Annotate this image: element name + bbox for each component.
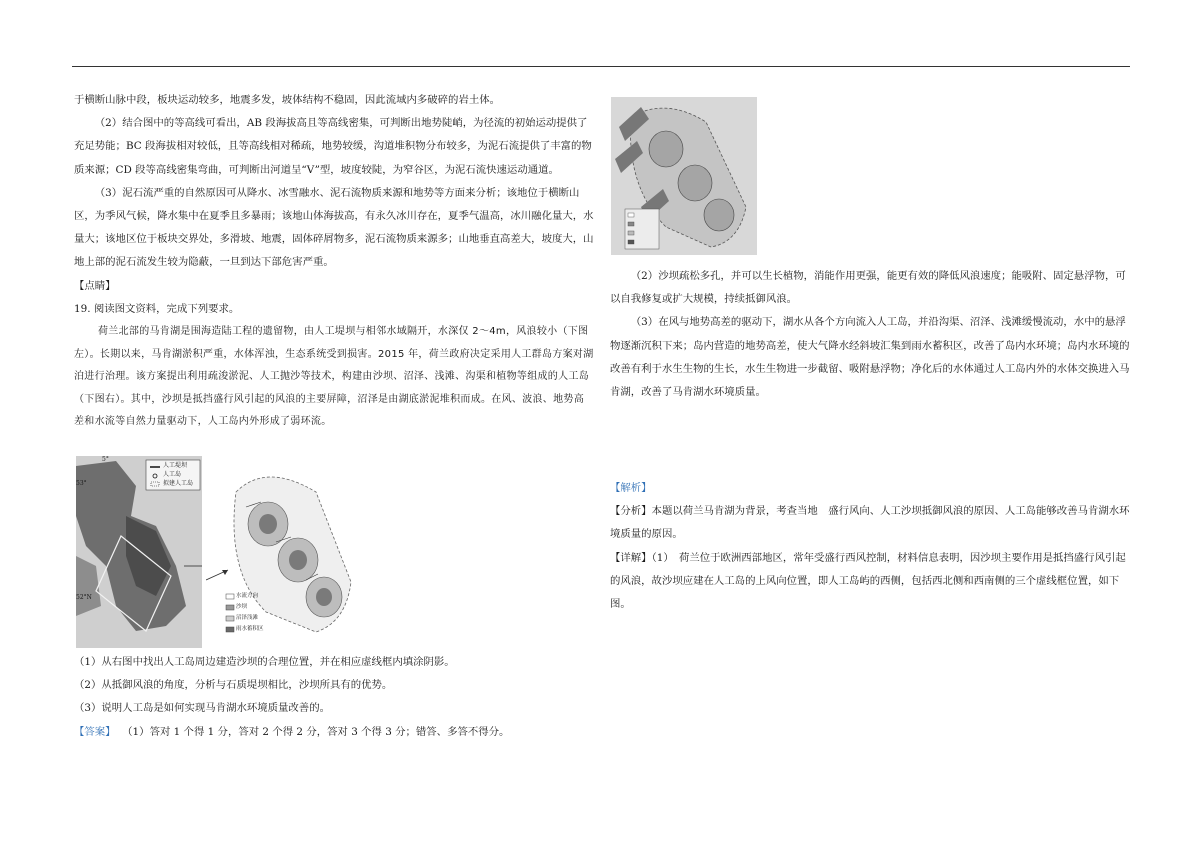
map-lon: 5° bbox=[102, 456, 109, 463]
right-answer-q2: （2）沙坝疏松多孔，并可以生长植物，消能作用更强，能更有效的降低风浪速度；能吸附、固定悬浮物，可以自我修复或扩大规模，持续抵御风浪。 bbox=[610, 270, 1126, 306]
island-plan-figure bbox=[206, 462, 358, 652]
left-para-3: （3）泥石流严重的自然原因可从降水、冰雪融水、泥石流物质来源和地势等方面来分析；该地位于横断山区，为季风气候，降水集中在夏季且多暴雨；该地山体海拔高，有永久冰川存在，夏季气温高，冰川融化量大，水量大；该地区位于板块交界处，多滑坡、地震，固体碎屑物多，泥石流物质来源多；山地垂直高差大，坡度大，山地上部的泥石流发生较为隐蔽，一旦到达下部危害严重。 bbox=[74, 186, 594, 269]
question-19-1: （1）从右图中找出人工岛周边建造沙坝的合理位置，并在相应虚线框内填涂阴影。 bbox=[74, 656, 455, 668]
answer-text: （1）答对 1 个得 1 分，答对 2 个得 2 分，答对 3 个得 3 分；错答、多答不得分。 bbox=[122, 725, 510, 738]
answer-island-figure bbox=[611, 97, 757, 255]
island-legend-item-2: 沙坝 bbox=[236, 604, 248, 610]
fenxi-text: 【分析】本题以荷兰马肯湖为背景，考查当地 盛行风向、人工沙坝抵御风浪的原因、人工岛能够改善马肯湖水环境质量的原因。 bbox=[610, 505, 1130, 541]
island-legend-item-3: 沼泽浅滩 bbox=[236, 615, 259, 621]
left-para-2: （2）结合图中的等高线可看出，AB 段海拔高且等高线密集，可判断出地势陡峭，为径流的初始运动提供了充足势能；BC 段海拔相对较低，且等高线相对稀疏，地势较缓，沟道堆积物分布较多，为泥石流提供了丰富的物质来源；CD 段等高线密集弯曲，可判断出河道呈“V”型，坡度较陡，为窄谷区，为泥石流快速运动通道。 bbox=[74, 117, 592, 176]
left-para-1: 于横断山脉中段，板块运动较多，地震多发，坡体结构不稳固，因此流域内多破碎的岩土体。 bbox=[74, 94, 501, 106]
map-lat-bottom: 52°N bbox=[76, 594, 92, 601]
right-column bbox=[610, 265, 1130, 404]
dianjing-label: 【点睛】 bbox=[74, 279, 116, 292]
island-legend-item-4: 雨水蓄积区 bbox=[236, 626, 264, 632]
left-column bbox=[74, 89, 594, 434]
jiexi-label: 【解析】 bbox=[610, 482, 652, 494]
map-legend-item-2: 人工岛 bbox=[163, 471, 182, 478]
question-19-title: 19. 阅读图文资料，完成下列要求。 bbox=[74, 302, 240, 315]
question-19-3: （3）说明人工岛是如何实现马肯湖水环境质量改善的。 bbox=[74, 702, 330, 715]
answer-line bbox=[74, 721, 594, 744]
question-19-2: （2）从抵御风浪的角度，分析与石质堤坝相比，沙坝所具有的优势。 bbox=[74, 679, 393, 692]
answer-tag: 【答案】 bbox=[74, 725, 116, 738]
header-rule bbox=[72, 66, 1130, 67]
right-answer-q3: （3）在风与地势高差的驱动下，湖水从各个方向流入人工岛，并沿沟渠、沼泽、浅滩缓慢流动，水中的悬浮物逐渐沉积下来；岛内营造的地势高差，使大气降水经斜坡汇集到雨水蓄积区，改善了岛内水环境；岛内水环境的改善有利于水生生物的生长，水生生物进一步截留、吸附悬浮物；净化后的水体通过人工岛内外的水体交换进入马肯湖，改善了马肯湖水环境质量。 bbox=[610, 316, 1130, 399]
map-lat-top: 53° bbox=[76, 480, 87, 487]
xiangjie-text: 【详解】（1） 荷兰位于欧洲西部地区，常年受盛行西风控制，材料信息表明，因沙坝主要作用是抵挡盛行风引起的风浪，故沙坝应建在人工岛的上风向位置，即人工岛屿的西侧，包括西北侧和西南侧的三个虚线框位置，如下图。 bbox=[610, 551, 1126, 611]
map-legend-item-1: 人工堤坝 bbox=[163, 462, 188, 469]
island-legend-item-1: 水流方向 bbox=[236, 593, 259, 599]
left-questions bbox=[74, 651, 594, 744]
map-legend-item-3: 拟建人工岛 bbox=[163, 480, 194, 487]
question-19-passage: 荷兰北部的马肯湖是围海造陆工程的遗留物，由人工堤坝与相邻水域隔开，水深仅 2～4m，风浪较小（下图左）。长期以来，马肯湖淤积严重，水体浑浊，生态系统受到损害。2015 年，荷兰政府决定采用人工群岛方案对湖泊进行治理。该方案提出利用疏浚淤泥、人工抛沙等技术，构建由沙坝、沼泽、浅滩、沟渠和植物等组成的人工岛（下图右）。其中，沙坝是抵挡盛行风引起的风浪的主要屏障，沼泽是由湖底淤泥堆积而成。在风、波浪、地势高差和水流等自然力量驱动下，人工岛内外形成了弱环流。 bbox=[74, 326, 594, 428]
right-analysis bbox=[610, 477, 1130, 616]
markermeer-map-figure bbox=[76, 456, 202, 648]
